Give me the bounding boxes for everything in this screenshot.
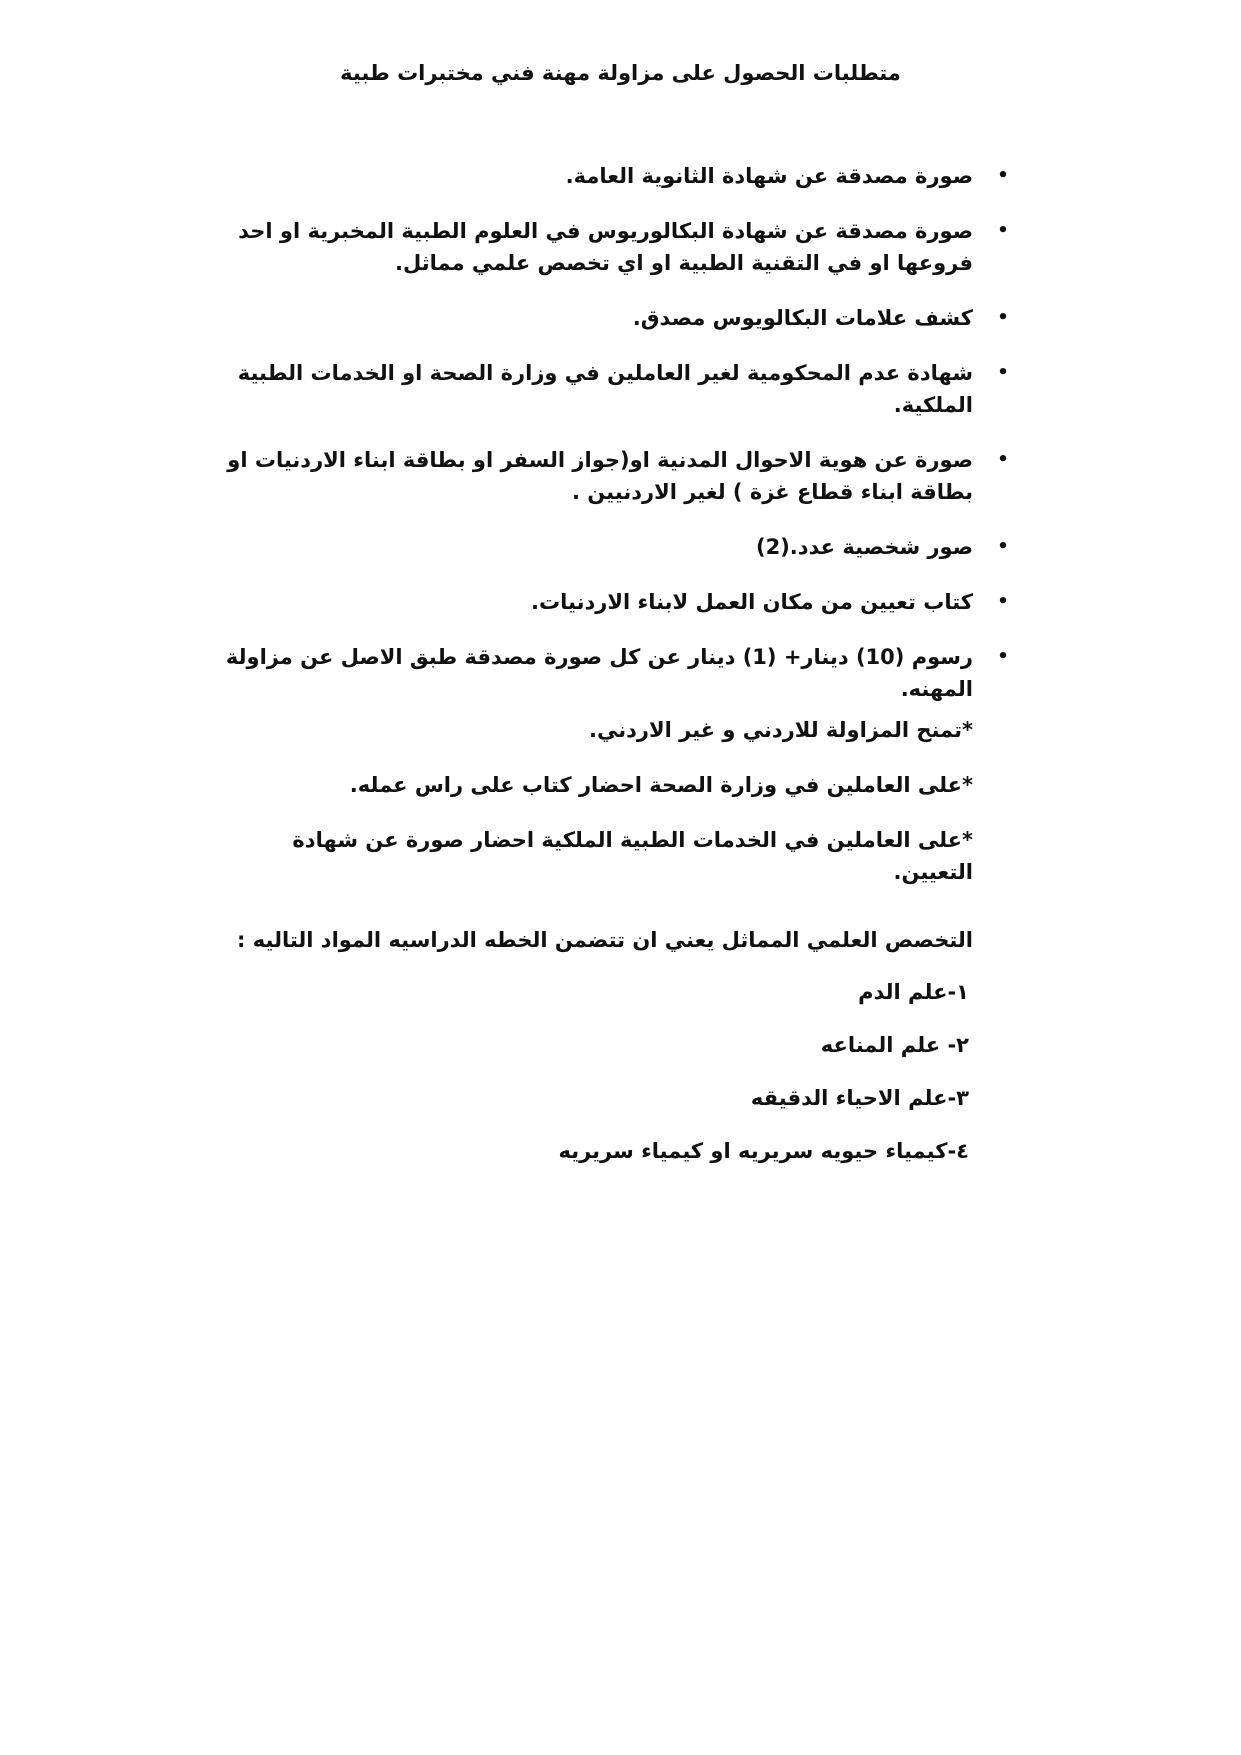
requirements-list	[223, 160, 1013, 728]
bullet-icon: •	[997, 307, 1009, 328]
note-line: *تمنح المزاولة للاردني و غير الاردني.	[589, 718, 973, 742]
requirement-item	[223, 444, 1013, 508]
specialization-section	[213, 924, 973, 1188]
bullet-icon: •	[997, 591, 1009, 612]
requirement-item	[223, 586, 1013, 618]
requirement-text: كتاب تعيين من مكان العمل لابناء الاردنيات.	[531, 590, 973, 614]
requirement-text: رسوم (10) دينار+ (1) دينار عن كل صورة مصدقة طبق الاصل عن مزاولة المهنه.	[225, 645, 973, 701]
requirement-item	[223, 531, 1013, 563]
requirement-item	[223, 160, 1013, 192]
bullet-icon: •	[997, 362, 1009, 383]
bullet-icon: •	[997, 449, 1009, 470]
requirement-text: صورة مصدقة عن شهادة الثانوية العامة.	[565, 164, 973, 188]
requirement-item	[223, 302, 1013, 334]
requirement-text: صورة عن هوية الاحوال المدنية او(جواز السفر او بطاقة ابناء الاردنيات او بطاقة ابناء قطاع غزة ) لغير الاردنيين .	[227, 448, 973, 504]
requirement-item	[223, 215, 1013, 279]
requirement-text: شهادة عدم المحكومية لغير العاملين في وزارة الصحة او الخدمات الطبية الملكية.	[237, 361, 973, 417]
subject-item: ٢- علم المناعه	[820, 1033, 969, 1057]
requirement-item	[223, 641, 1013, 705]
subject-item: ١-علم الدم	[858, 980, 969, 1004]
bullet-icon: •	[997, 536, 1009, 557]
requirement-text: صورة مصدقة عن شهادة البكالوريوس في العلوم الطبية المخبرية او احد فروعها او في التقنية الطبية او اي تخصص علمي مماثل.	[238, 219, 973, 275]
document-title: متطلبات الحصول على مزاولة مهنة فني مختبرات طبية	[340, 61, 901, 85]
specialization-heading: التخصص العلمي المماثل يعني ان تتضمن الخطه الدراسيه المواد التاليه :	[237, 928, 973, 952]
note-line: *على العاملين في الخدمات الطبية الملكية احضار صورة عن شهادة التعيين.	[292, 828, 973, 884]
subject-item: ٣-علم الاحياء الدقيقه	[750, 1086, 969, 1110]
bullet-icon: •	[997, 646, 1009, 667]
bullet-icon: •	[997, 220, 1009, 241]
bullet-icon: •	[997, 165, 1009, 186]
requirement-item	[223, 357, 1013, 421]
subject-item: ٤-كيمياء حيويه سريريه او كيمياء سريريه	[558, 1139, 969, 1163]
notes-section	[213, 714, 973, 911]
requirement-text: صور شخصية عدد.(2)	[755, 535, 973, 559]
requirement-text: كشف علامات البكالويوس مصدق.	[632, 306, 973, 330]
note-line: *على العاملين في وزارة الصحة احضار كتاب على راس عمله.	[349, 773, 973, 797]
